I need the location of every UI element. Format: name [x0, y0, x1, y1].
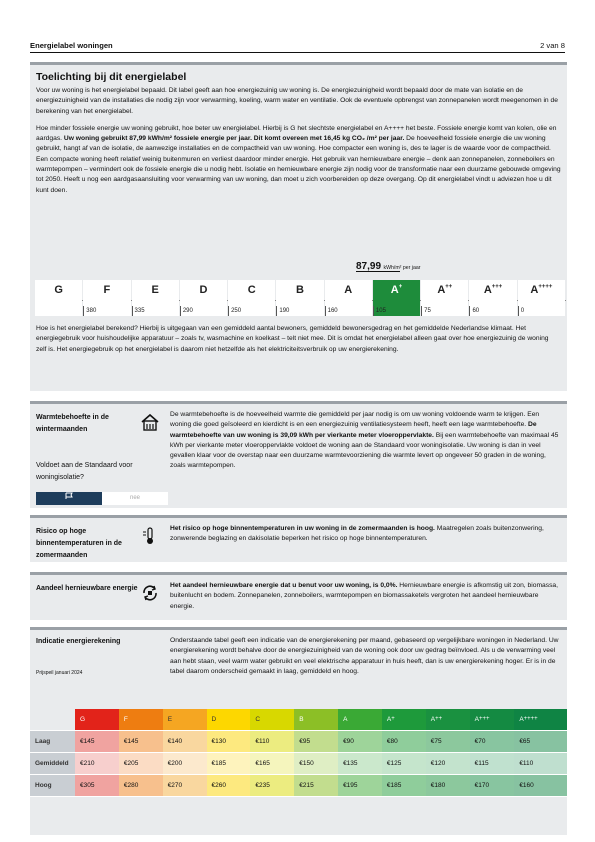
- cost-cell: €160: [514, 775, 567, 797]
- intro-heading: Toelichting bij dit energielabel: [36, 71, 187, 83]
- cost-cell: €115: [470, 753, 515, 775]
- cost-cell: €110: [250, 731, 294, 753]
- label-column-header: F: [119, 709, 163, 731]
- scale-class-8: [421, 280, 468, 316]
- cost-cell: €145: [119, 731, 163, 753]
- hernieuwbaar-section: [30, 572, 567, 620]
- cost-cell: €90: [338, 731, 382, 753]
- score-marker: [356, 261, 546, 272]
- cost-cell: €305: [75, 775, 119, 797]
- cost-cell: €185: [382, 775, 426, 797]
- scale-bound-label: 75: [421, 306, 431, 316]
- scale-class-label: A+: [390, 284, 403, 296]
- scale-class-10: [518, 280, 565, 316]
- row-label: Laag: [30, 731, 75, 753]
- scale-class-5: [276, 280, 323, 316]
- scale-class-label: E: [151, 284, 159, 296]
- cost-cell: €185: [207, 753, 251, 775]
- cost-cell: €150: [294, 753, 338, 775]
- intro-paragraph-1: Voor uw woning is het energielabel bepaald. Dit label geeft aan hoe energiezuinig uw woning is. De energiezuinigheid wordt bepaald door de mate van isolatie en de energiezuinigheid van de installaties die nodig zijn voor verwarming, koeling, warm water en ventilatie. Ook de eventuele opbrengst van zonnepanelen wordt meegenomen in de berekening van het energielabel.: [36, 87, 558, 115]
- cost-cell: €70: [470, 731, 515, 753]
- cost-cell: €145: [75, 731, 119, 753]
- scale-bound-label: 190: [276, 306, 289, 316]
- intro-paragraph-2: [36, 124, 561, 196]
- section-title: Indicatie energierekening: [36, 638, 121, 645]
- label-column-header: A++: [426, 709, 470, 731]
- renewable-cycle-icon: [140, 583, 160, 603]
- cost-cell: €280: [119, 775, 163, 797]
- scale-bound-label: 60: [469, 306, 479, 316]
- isolatie-standard-toggle[interactable]: [36, 492, 168, 505]
- energy-cost-table: [30, 709, 567, 797]
- scale-bound-label: 335: [132, 306, 145, 316]
- scale-bound-label: 105: [373, 306, 386, 316]
- risico-text-bold: Het risico op hoge binnentemperaturen in uw woning in de zomermaanden is hoog.: [170, 525, 435, 532]
- warmte-text: [170, 410, 560, 472]
- cost-cell: €165: [250, 753, 294, 775]
- label-column-header: A: [338, 709, 382, 731]
- table-row: [30, 753, 567, 775]
- intro-panel: [30, 62, 567, 391]
- cost-cell: €195: [338, 775, 382, 797]
- energierekening-section: [30, 627, 567, 835]
- price-level: Prijspeil januari 2024: [36, 670, 83, 676]
- cost-cell: €270: [163, 775, 207, 797]
- scale-class-label: A++++: [530, 284, 553, 296]
- risico-section: [30, 515, 567, 562]
- cost-cell: €95: [294, 731, 338, 753]
- cost-cell: €215: [294, 775, 338, 797]
- scale-bound-label: 290: [180, 306, 193, 316]
- scale-bound-label: 380: [83, 306, 96, 316]
- hernieuwbaar-text: [170, 581, 560, 612]
- scale-class-label: F: [103, 284, 111, 296]
- section-title: Aandeel hernieuwbare energie: [36, 585, 138, 592]
- cost-cell: €170: [470, 775, 515, 797]
- scale-class-label: A+++: [483, 284, 503, 296]
- ja-option[interactable]: [36, 492, 102, 505]
- warmte-text-a: De warmtebehoefte is de hoeveelheid warmte die gemiddeld per jaar nodig is om uw woning voldoende warm te krijgen. Een woning die goed geïsoleerd en kierdicht is en een energiezuinig ventilatiesysteem heeft, heeft een lage warmtebehoefte.: [170, 411, 540, 429]
- section-title: Warmtebehoefte in de wintermaanden: [36, 414, 109, 433]
- thermometer-icon: [140, 526, 160, 546]
- cost-cell: €80: [382, 731, 426, 753]
- scale-class-label: B: [296, 284, 304, 296]
- house-heat-icon: [140, 412, 160, 432]
- scale-class-9: [469, 280, 516, 316]
- cost-cell: €205: [119, 753, 163, 775]
- score-marker-line: [356, 271, 400, 272]
- energy-label-scale: [35, 280, 566, 316]
- scale-bound-label: 0: [518, 306, 524, 316]
- warmte-text-bold: De warmtebehoefte van uw woning is 39,09 kWh per vierkante meter vloeroppervlakte.: [170, 421, 537, 439]
- scale-bound-label: 160: [325, 306, 338, 316]
- label-column-header: C: [250, 709, 294, 731]
- label-column-header: D: [207, 709, 251, 731]
- document-title: Energielabel woningen: [30, 41, 113, 50]
- nee-option[interactable]: nee: [102, 492, 168, 505]
- scale-class-1: [83, 280, 130, 316]
- scale-class-6: [325, 280, 372, 316]
- label-column-header: A++++: [514, 709, 567, 731]
- cost-cell: €120: [426, 753, 470, 775]
- page-header: [30, 38, 565, 53]
- flag-icon: [64, 492, 74, 500]
- score-unit: kWh/m² per jaar: [383, 265, 421, 271]
- corner-cell: [30, 709, 75, 731]
- standard-question: Voldoet aan de Standaard voor woningisolatie?: [36, 462, 133, 481]
- label-column-header: A+++: [470, 709, 515, 731]
- risico-text-b: Maatregelen zoals buitenzonwering, zonwerende beglazing en dakisolatie beperken het risico op hoge binnentemperaturen.: [170, 525, 544, 543]
- scale-class-7: [373, 280, 420, 316]
- scale-class-label: A: [344, 284, 353, 296]
- warmte-text-c: Bij een warmtebehoefte van maximaal 45 kWh per vierkante meter vloeroppervlakte voldoet de woning aan de Standaard voor woningisolatie. Uw woning is dan in veel gevallen klaar voor de overstap naar een duurzame warmtevoorziening die warmte levert op ongeveer 50 graden in de woning, zoals warmtepompen.: [170, 431, 559, 470]
- cost-cell: €210: [75, 753, 119, 775]
- row-label: Hoog: [30, 775, 75, 797]
- scale-class-0: [35, 280, 82, 316]
- scale-class-3: [180, 280, 227, 316]
- cost-cell: €200: [163, 753, 207, 775]
- cost-cell: €235: [250, 775, 294, 797]
- label-column-header: B: [294, 709, 338, 731]
- cost-cell: €135: [338, 753, 382, 775]
- scale-bound-label: 250: [228, 306, 241, 316]
- table-row: [30, 731, 567, 753]
- intro-paragraph-3: Hoe is het energielabel berekend? Hierbij is uitgegaan van een gemiddeld aantal bewoners, gemiddeld bewonersgedrag en het gemiddelde Nederlandse klimaat. Het energiegebruik voor huishoudelijke apparatuur – zoals tv, wasmachine en koelkast – telt niet mee. Dit is omdat het energielabel alleen gaat over hoe energiezuinig de woning zelf is. Het energiegebruik op het energielabel is daarom niet hetzelfde als het elektriciteitsverbruik op uw energierekening.: [36, 325, 549, 353]
- scale-class-label: G: [54, 284, 63, 296]
- p2-text: Hoe minder fossiele energie uw woning gebruikt, hoe beter uw energielabel. Hierbij is G het slechtste energielabel en A++++ het beste. Fossiele energie komt van kolen, olie en aardgas.: [36, 124, 557, 143]
- p2-text-continued: De hoeveelheid fossiele energie die uw woning gebruikt, hangt af van de isolatie, de aanwezige installaties en de compactheid van uw woning. Hoe compacter een woning is, des te lager is de waarde voor de compactheid. Een compacte woning heeft relatief weinig buitenmuren en verliest daardoor minder energie. Het gebruik van hernieuwbare energie – denk aan zonnepanelen, zonneboilers en warmtepompen – vermindert ook de fossiele energie die u nodig hebt. Isolatie en hernieuwbare energie zijn nodig voor de transformatie naar een duurzame gebouwde omgeving tot 2050. Heeft u nog een aardgasaansluiting voor verwarming van uw woning, dan moet u zich voorbereiden op deze overgang. Op dit energielabel vindt u adviezen hoe u dit kunt doen.: [36, 135, 561, 194]
- rekening-text: Onderstaande tabel geeft een indicatie van de energierekening per maand, gebaseerd op vergelijkbare woningen in Nederland. Uw energierekening wordt behalve door de energiezuinigheid van de woning ook door uw gedrag beïnvloed. Als u de verwarming veel aan hebt staan, veel warm water gebruikt en veel elektrische apparatuur in huis heeft, dan is uw energierekening hoger. Er is in de tabel daarom onderscheid gemaakt in laag, gemiddeld en hoog.: [170, 637, 559, 675]
- score-value: 87,99: [356, 261, 382, 272]
- risico-text: [170, 524, 560, 545]
- cost-cell: €75: [426, 731, 470, 753]
- scale-class-label: A++: [437, 284, 453, 296]
- label-column-header: A+: [382, 709, 426, 731]
- label-column-header: E: [163, 709, 207, 731]
- scale-class-4: [228, 280, 275, 316]
- table-row: [30, 775, 567, 797]
- hernieuwbaar-text-bold: Het aandeel hernieuwbare energie dat u benut voor uw woning, is 0,0%.: [170, 582, 398, 589]
- cost-cell: €180: [426, 775, 470, 797]
- p2-bold: Uw woning gebruikt 87,99 kWh/m² fossiele energie per jaar. Dit komt overeen met 16,45 kg CO₂ /m² per jaar.: [63, 135, 405, 143]
- row-label: Gemiddeld: [30, 753, 75, 775]
- section-title: Risico op hoge binnentemperaturen in de zomermaanden: [36, 528, 122, 559]
- warmtebehoefte-section: [30, 401, 567, 508]
- cost-cell: €260: [207, 775, 251, 797]
- hernieuwbaar-text-b: Hernieuwbare energie is afkomstig uit zon, biomassa, buitenlucht en bodem. Zonnepanelen, zonneboilers, warmtepompen en biomassaketels vergroten het aandeel hernieuwbare energie.: [170, 582, 559, 610]
- scale-class-label: D: [199, 284, 208, 296]
- cost-cell: €65: [514, 731, 567, 753]
- cost-cell: €125: [382, 753, 426, 775]
- scale-class-2: [132, 280, 179, 316]
- label-column-header: G: [75, 709, 119, 731]
- cost-cell: €130: [207, 731, 251, 753]
- cost-cell: €140: [163, 731, 207, 753]
- page-number: 2 van 8: [540, 41, 565, 50]
- cost-cell: €110: [514, 753, 567, 775]
- scale-class-label: C: [247, 284, 256, 296]
